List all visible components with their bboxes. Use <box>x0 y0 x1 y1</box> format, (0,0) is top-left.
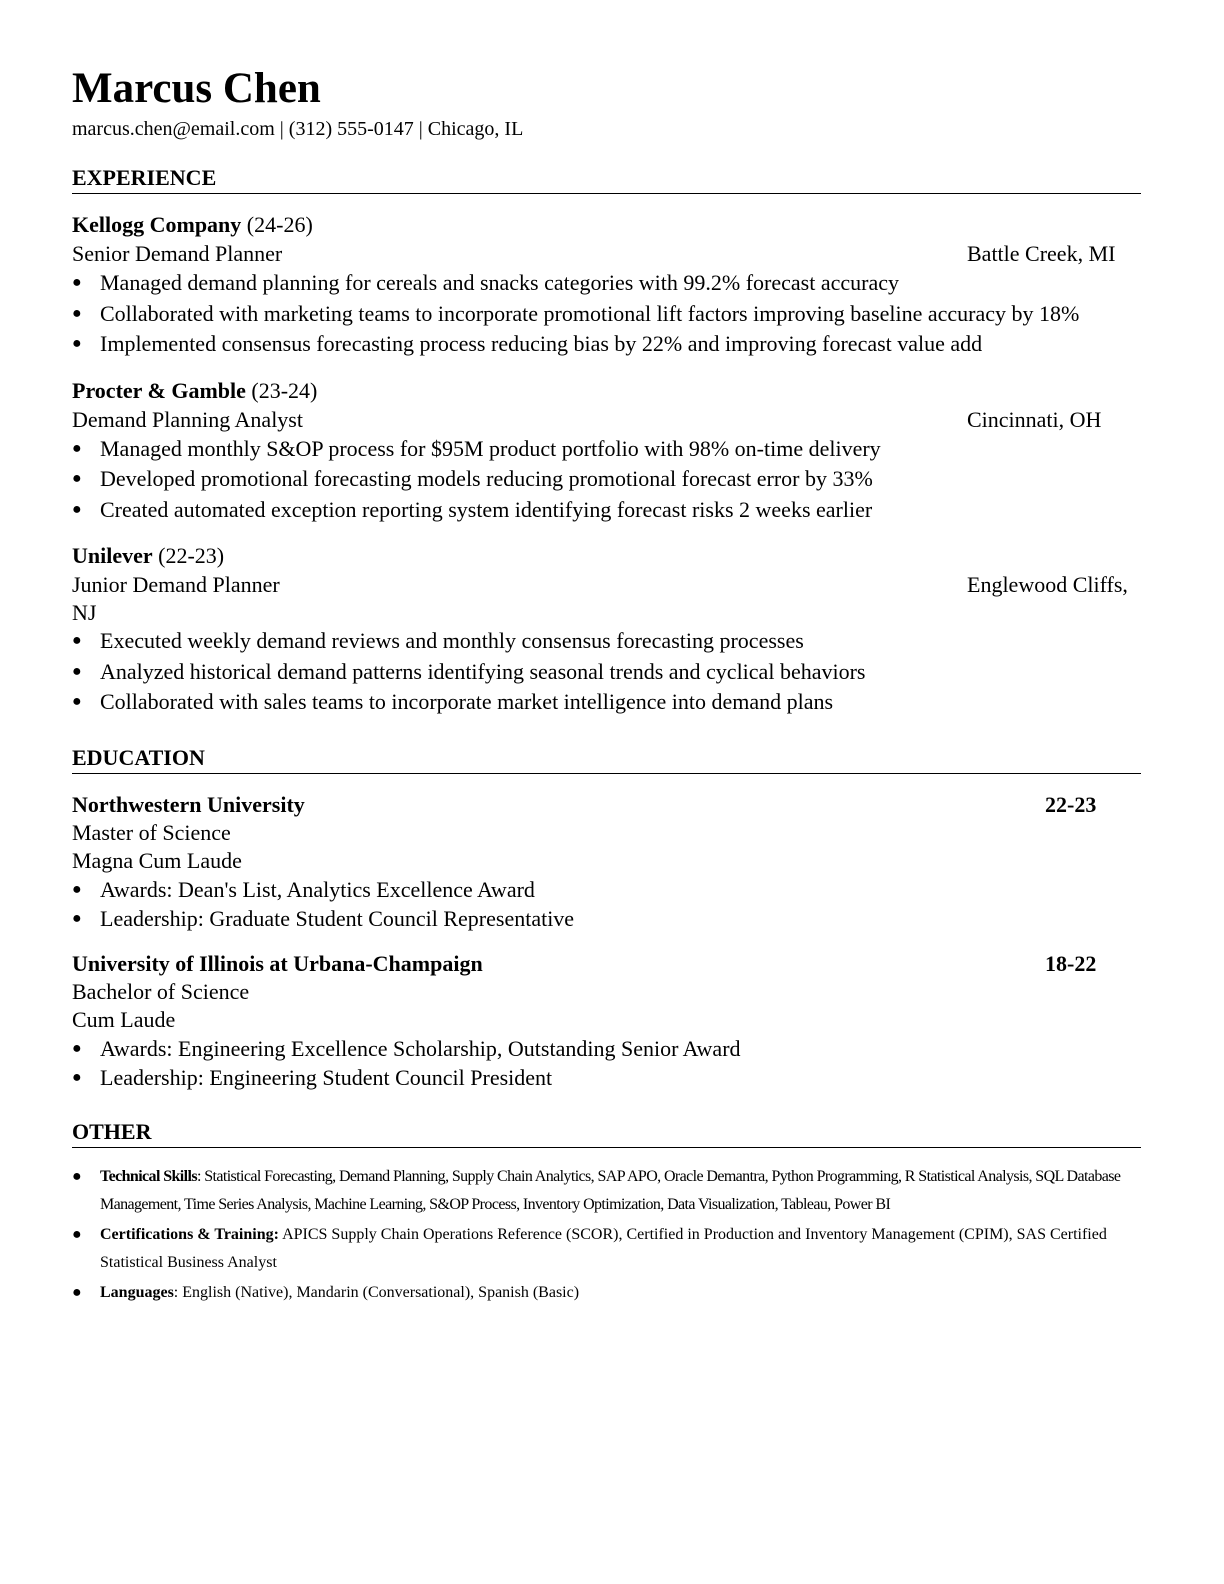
school-entry <box>72 949 1141 1092</box>
school-header <box>72 949 1141 978</box>
company-name: Unilever <box>72 543 153 568</box>
school-dates: 22-23 <box>1045 791 1097 817</box>
job-location: Englewood Cliffs, <box>967 572 1128 597</box>
list-item <box>72 268 1141 299</box>
list-item <box>72 626 1141 657</box>
job-role: Demand Planning Analyst <box>72 406 303 432</box>
list-item <box>72 1279 1141 1307</box>
job-location-wrap: NJ <box>72 600 97 625</box>
section-title-experience: EXPERIENCE <box>72 164 1141 194</box>
bullet-icon: ● <box>72 693 82 710</box>
education-section <box>72 744 1141 1092</box>
list-item <box>72 1163 1141 1219</box>
other-section <box>72 1118 1141 1307</box>
school-entry <box>72 790 1141 933</box>
bullet-icon: ● <box>72 1283 82 1301</box>
bullet-text: Awards: Dean's List, Analytics Excellence Award <box>100 876 535 902</box>
job-location: Battle Creek, MI <box>967 241 1116 266</box>
skill-sep: : <box>173 1283 183 1301</box>
list-item <box>72 329 1141 360</box>
honor: Cum Laude <box>72 1006 176 1032</box>
list-item <box>72 687 1141 718</box>
bullet-text: Analyzed historical demand patterns identifying seasonal trends and cyclical behaviors <box>100 658 866 684</box>
skill-label: Certifications & Training: <box>100 1225 279 1243</box>
list-item <box>72 1063 1141 1092</box>
job-bullets <box>72 434 1141 526</box>
bullet-icon: ● <box>72 632 82 649</box>
bullet-text: Executed weekly demand reviews and monthly consensus forecasting processes <box>100 628 804 653</box>
job-bullets <box>72 268 1141 360</box>
list-item <box>72 657 1141 688</box>
bullet-icon: ● <box>72 304 82 322</box>
bullet-text: Awards: Engineering Excellence Scholarship, Outstanding Senior Award <box>100 1035 741 1061</box>
bullet-icon: ● <box>72 470 82 487</box>
section-title-education: EDUCATION <box>72 744 1141 774</box>
bullet-icon: ● <box>72 1039 82 1057</box>
school-bullets <box>72 875 1141 933</box>
bullet-text: Managed monthly S&OP process for $95M product portfolio with 98% on-time delivery <box>100 435 881 461</box>
skill-sep: : <box>196 1167 205 1185</box>
school-name: University of Illinois at Urbana-Champaign <box>72 950 483 976</box>
bullet-icon: ● <box>72 500 82 518</box>
job-bullets <box>72 626 1141 718</box>
skill-text: English (Native), Mandarin (Conversational), Spanish (Basic) <box>182 1283 580 1301</box>
job-dates: (22-23) <box>152 543 225 568</box>
bullet-icon: ● <box>72 1068 82 1086</box>
bullet-text: Collaborated with sales teams to incorporate market intelligence into demand plans <box>100 689 834 714</box>
bullet-text: Managed demand planning for cereals and snacks categories with 99.2% forecast accuracy <box>100 270 899 295</box>
skill-text: APICS Supply Chain Operations Reference (SCOR), Certified in Production and Inventory Management (CPIM), SAS Certified Statistical Business Analyst <box>100 1225 1107 1271</box>
job-header <box>72 376 1141 405</box>
list-item <box>72 495 1141 526</box>
other-bullets <box>72 1163 1141 1307</box>
degree: Bachelor of Science <box>72 978 250 1004</box>
job-role-row <box>72 570 1141 599</box>
bullet-icon: ● <box>72 274 82 291</box>
list-item <box>72 464 1141 495</box>
company-name: Kellogg Company <box>72 212 242 237</box>
resume-page <box>72 62 1141 1309</box>
list-item <box>72 1034 1141 1063</box>
contact-line: marcus.chen@email.com | (312) 555-0147 | Chicago, IL <box>72 118 524 140</box>
bullet-text: Implemented consensus forecasting process reducing bias by 22% and improving forecast value add <box>100 331 983 356</box>
bullet-icon: ● <box>72 662 82 680</box>
candidate-name: Marcus Chen <box>72 65 321 112</box>
bullet-icon: ● <box>72 335 82 352</box>
school-name: Northwestern University <box>72 791 305 817</box>
job-location: Cincinnati, OH <box>967 406 1102 432</box>
bullet-text: Leadership: Graduate Student Council Representative <box>100 905 575 931</box>
bullet-icon: ● <box>72 1167 82 1185</box>
job-role: Junior Demand Planner <box>72 572 280 597</box>
skill-text: Statistical Forecasting, Demand Planning, Supply Chain Analytics, SAP APO, Oracle Demantra, Python Programming, R Statistical Analysis, SQL Database Management, Time Series Analysis, Machine Learning, S&OP Process, Inventory Optimization, Data Visualization, Tableau, Power BI <box>100 1167 1121 1213</box>
job-entry <box>72 541 1141 718</box>
bullet-text: Developed promotional forecasting models reducing promotional forecast error by 33% <box>100 466 873 491</box>
job-header <box>72 210 1141 239</box>
section-title-other: OTHER <box>72 1118 1141 1148</box>
bullet-icon: ● <box>72 909 82 927</box>
list-item <box>72 1221 1141 1277</box>
job-header <box>72 541 1141 570</box>
school-bullets <box>72 1034 1141 1092</box>
job-role: Senior Demand Planner <box>72 241 283 266</box>
bullet-text: Created automated exception reporting system identifying forecast risks 2 weeks earlier <box>100 496 873 522</box>
bullet-icon: ● <box>72 1225 82 1243</box>
honor: Magna Cum Laude <box>72 847 242 873</box>
list-item <box>72 904 1141 933</box>
bullet-icon: ● <box>72 880 82 898</box>
job-entry <box>72 376 1141 526</box>
skill-label: Languages <box>100 1283 174 1301</box>
list-item <box>72 434 1141 465</box>
school-dates: 18-22 <box>1045 950 1097 976</box>
skill-label: Technical Skills <box>100 1167 197 1185</box>
list-item <box>72 299 1141 330</box>
job-dates: (24-26) <box>241 212 313 237</box>
bullet-text: Collaborated with marketing teams to incorporate promotional lift factors improving baseline accuracy by 18% <box>100 300 1080 326</box>
degree: Master of Science <box>72 819 231 845</box>
job-dates: (23-24) <box>245 377 318 403</box>
company-name: Procter & Gamble <box>72 377 246 403</box>
job-role-row <box>72 405 1141 434</box>
job-entry <box>72 210 1141 360</box>
list-item <box>72 875 1141 904</box>
job-role-row <box>72 239 1141 268</box>
bullet-text: Leadership: Engineering Student Council President <box>100 1064 553 1090</box>
bullet-icon: ● <box>72 439 82 457</box>
school-header <box>72 790 1141 819</box>
experience-section <box>72 164 1141 718</box>
